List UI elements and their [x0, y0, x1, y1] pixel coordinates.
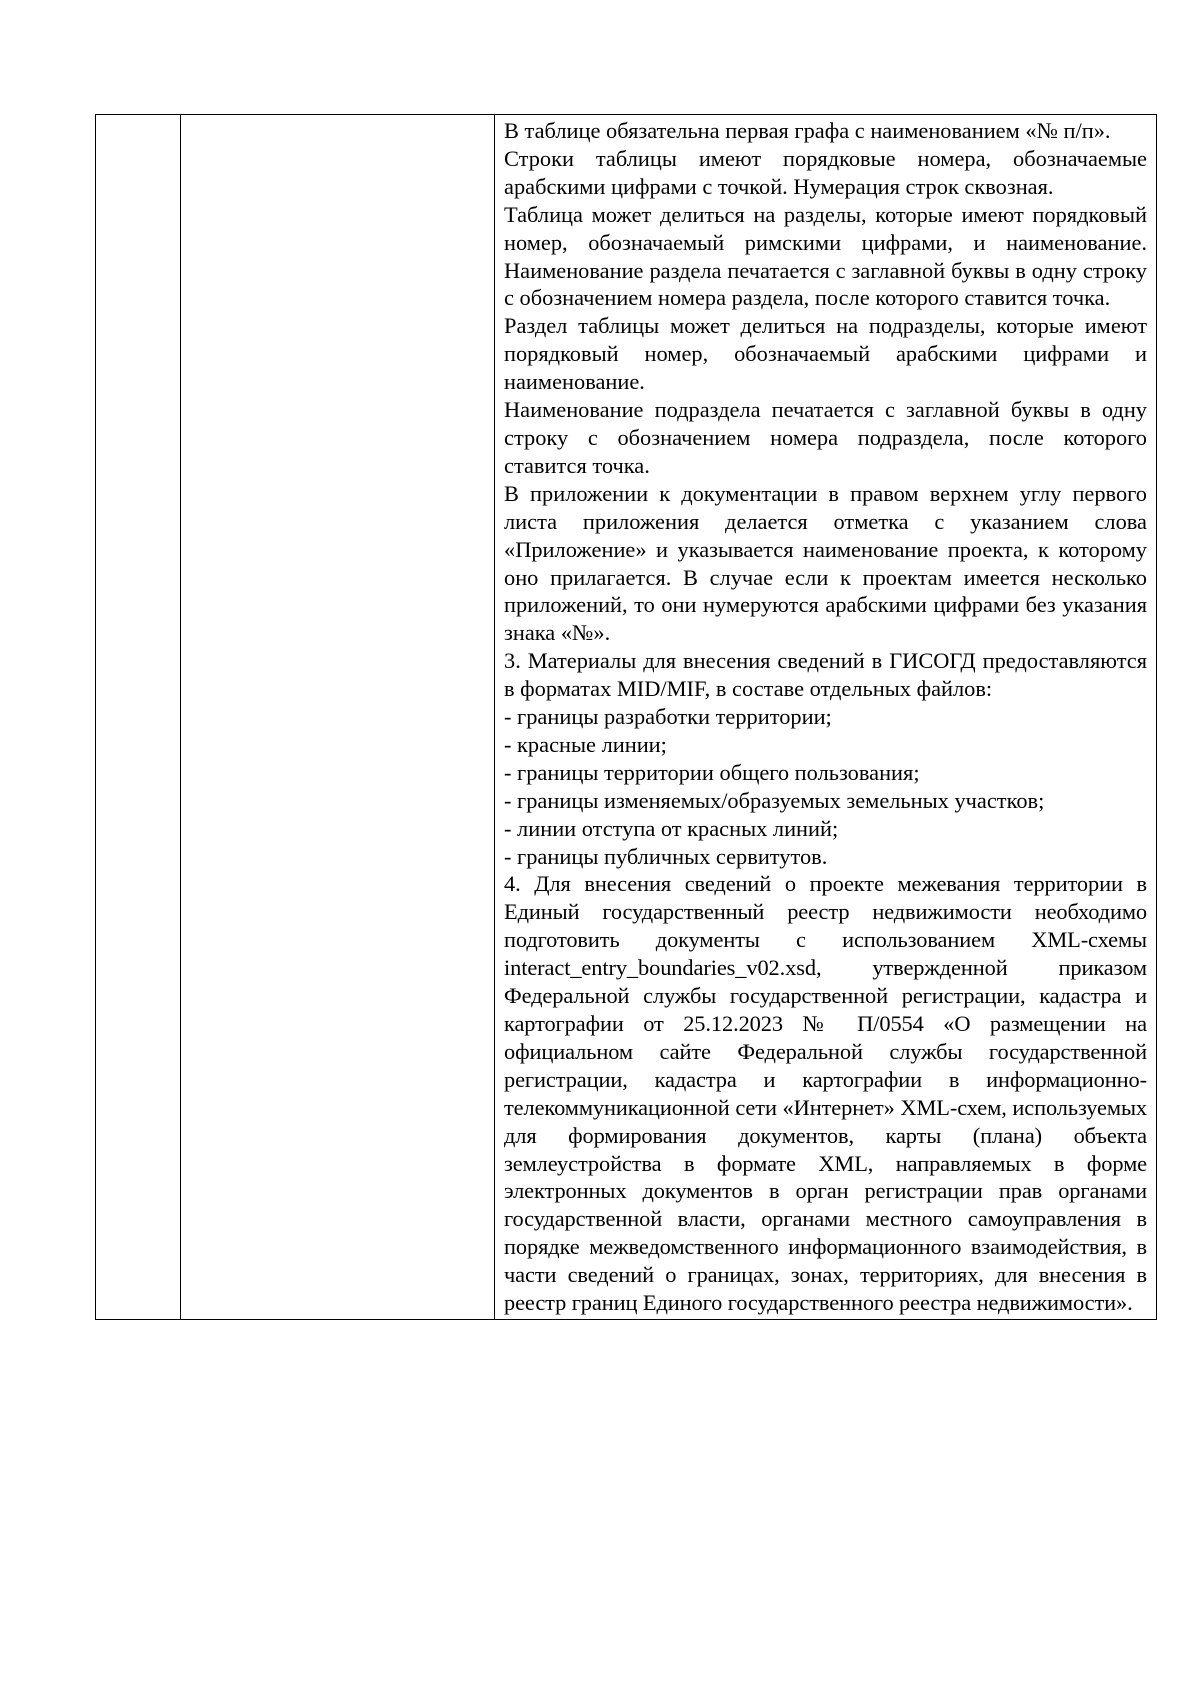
- paragraph-egrn: 4. Для внесения сведений о проекте межевания территории в Единый государственный реестр недвижимости необходимо подготовить документы с использованием XML-схемы interact_entry_boundaries_v02.xsd, утвержденной приказом Федеральной службы государственной регистрации, кадастра и картографии от 25.12.2023 № П/0554 «О размещении на официальном сайте Федеральной службы государственной регистрации, кадастра и картографии в информационно-телекоммуникационной сети «Интернет» XML-схем, используемых для формирования документов, карты (плана) объекта землеустройства в формате XML, направляемых в форме электронных документов в орган регистрации прав органами государственной власти, органами местного самоуправления в порядке межведомственного информационного взаимодействия, в части сведений о границах, зонах, территориях, для внесения в реестр границ Единого государственного реестра недвижимости».: [504, 871, 1147, 1316]
- cell-requirements: [495, 115, 1157, 1320]
- paragraph: Наименование подраздела печатается с заглавной буквы в одну строку с обозначением номера подраздела, после которого ставится точка.: [504, 397, 1147, 478]
- paragraph: Строки таблицы имеют порядковые номера, обозначаемые арабскими цифрами с точкой. Нумерация строк сквозная.: [504, 145, 1147, 199]
- table-row: [96, 115, 1157, 1320]
- list-item: - границы изменяемых/образуемых земельных участков;: [504, 787, 1045, 813]
- list-item: - границы территории общего пользования;: [504, 759, 920, 785]
- requirements-table: [95, 114, 1157, 1320]
- paragraph: В приложении к документации в правом верхнем углу первого листа приложения делается отметка с указанием слова «Приложение» и указывается наименование проекта, к которому оно прилагается. В случае если к проектам имеется несколько приложений, то они нумеруются арабскими цифрами без указания знака «№».: [504, 480, 1147, 646]
- paragraph: Раздел таблицы может делиться на подразделы, которые имеют порядковый номер, обозначаемый арабскими цифрами и наименование.: [504, 313, 1147, 395]
- cell-parameter: [181, 115, 495, 1320]
- list-item: - линии отступа от красных линий;: [504, 815, 839, 841]
- paragraph-gisogd: 3. Материалы для внесения сведений в ГИСОГД предоставляются в форматах MID/MIF, в составе отдельных файлов:: [504, 648, 1147, 702]
- paragraph: В таблице обязательна первая графа с наименованием «№ п/п».: [504, 118, 1111, 143]
- paragraph: Таблица может делиться на разделы, которые имеют порядковый номер, обозначаемый римскими цифрами, и наименование. Наименование раздела печатается с заглавной буквы в одну строку с обозначением номера раздела, после которого ставится точка.: [504, 201, 1147, 311]
- list-item: - красные линии;: [504, 731, 667, 757]
- list-item: - границы публичных сервитутов.: [504, 843, 828, 869]
- list-item: - границы разработки территории;: [504, 704, 832, 730]
- cell-number: [96, 115, 181, 1320]
